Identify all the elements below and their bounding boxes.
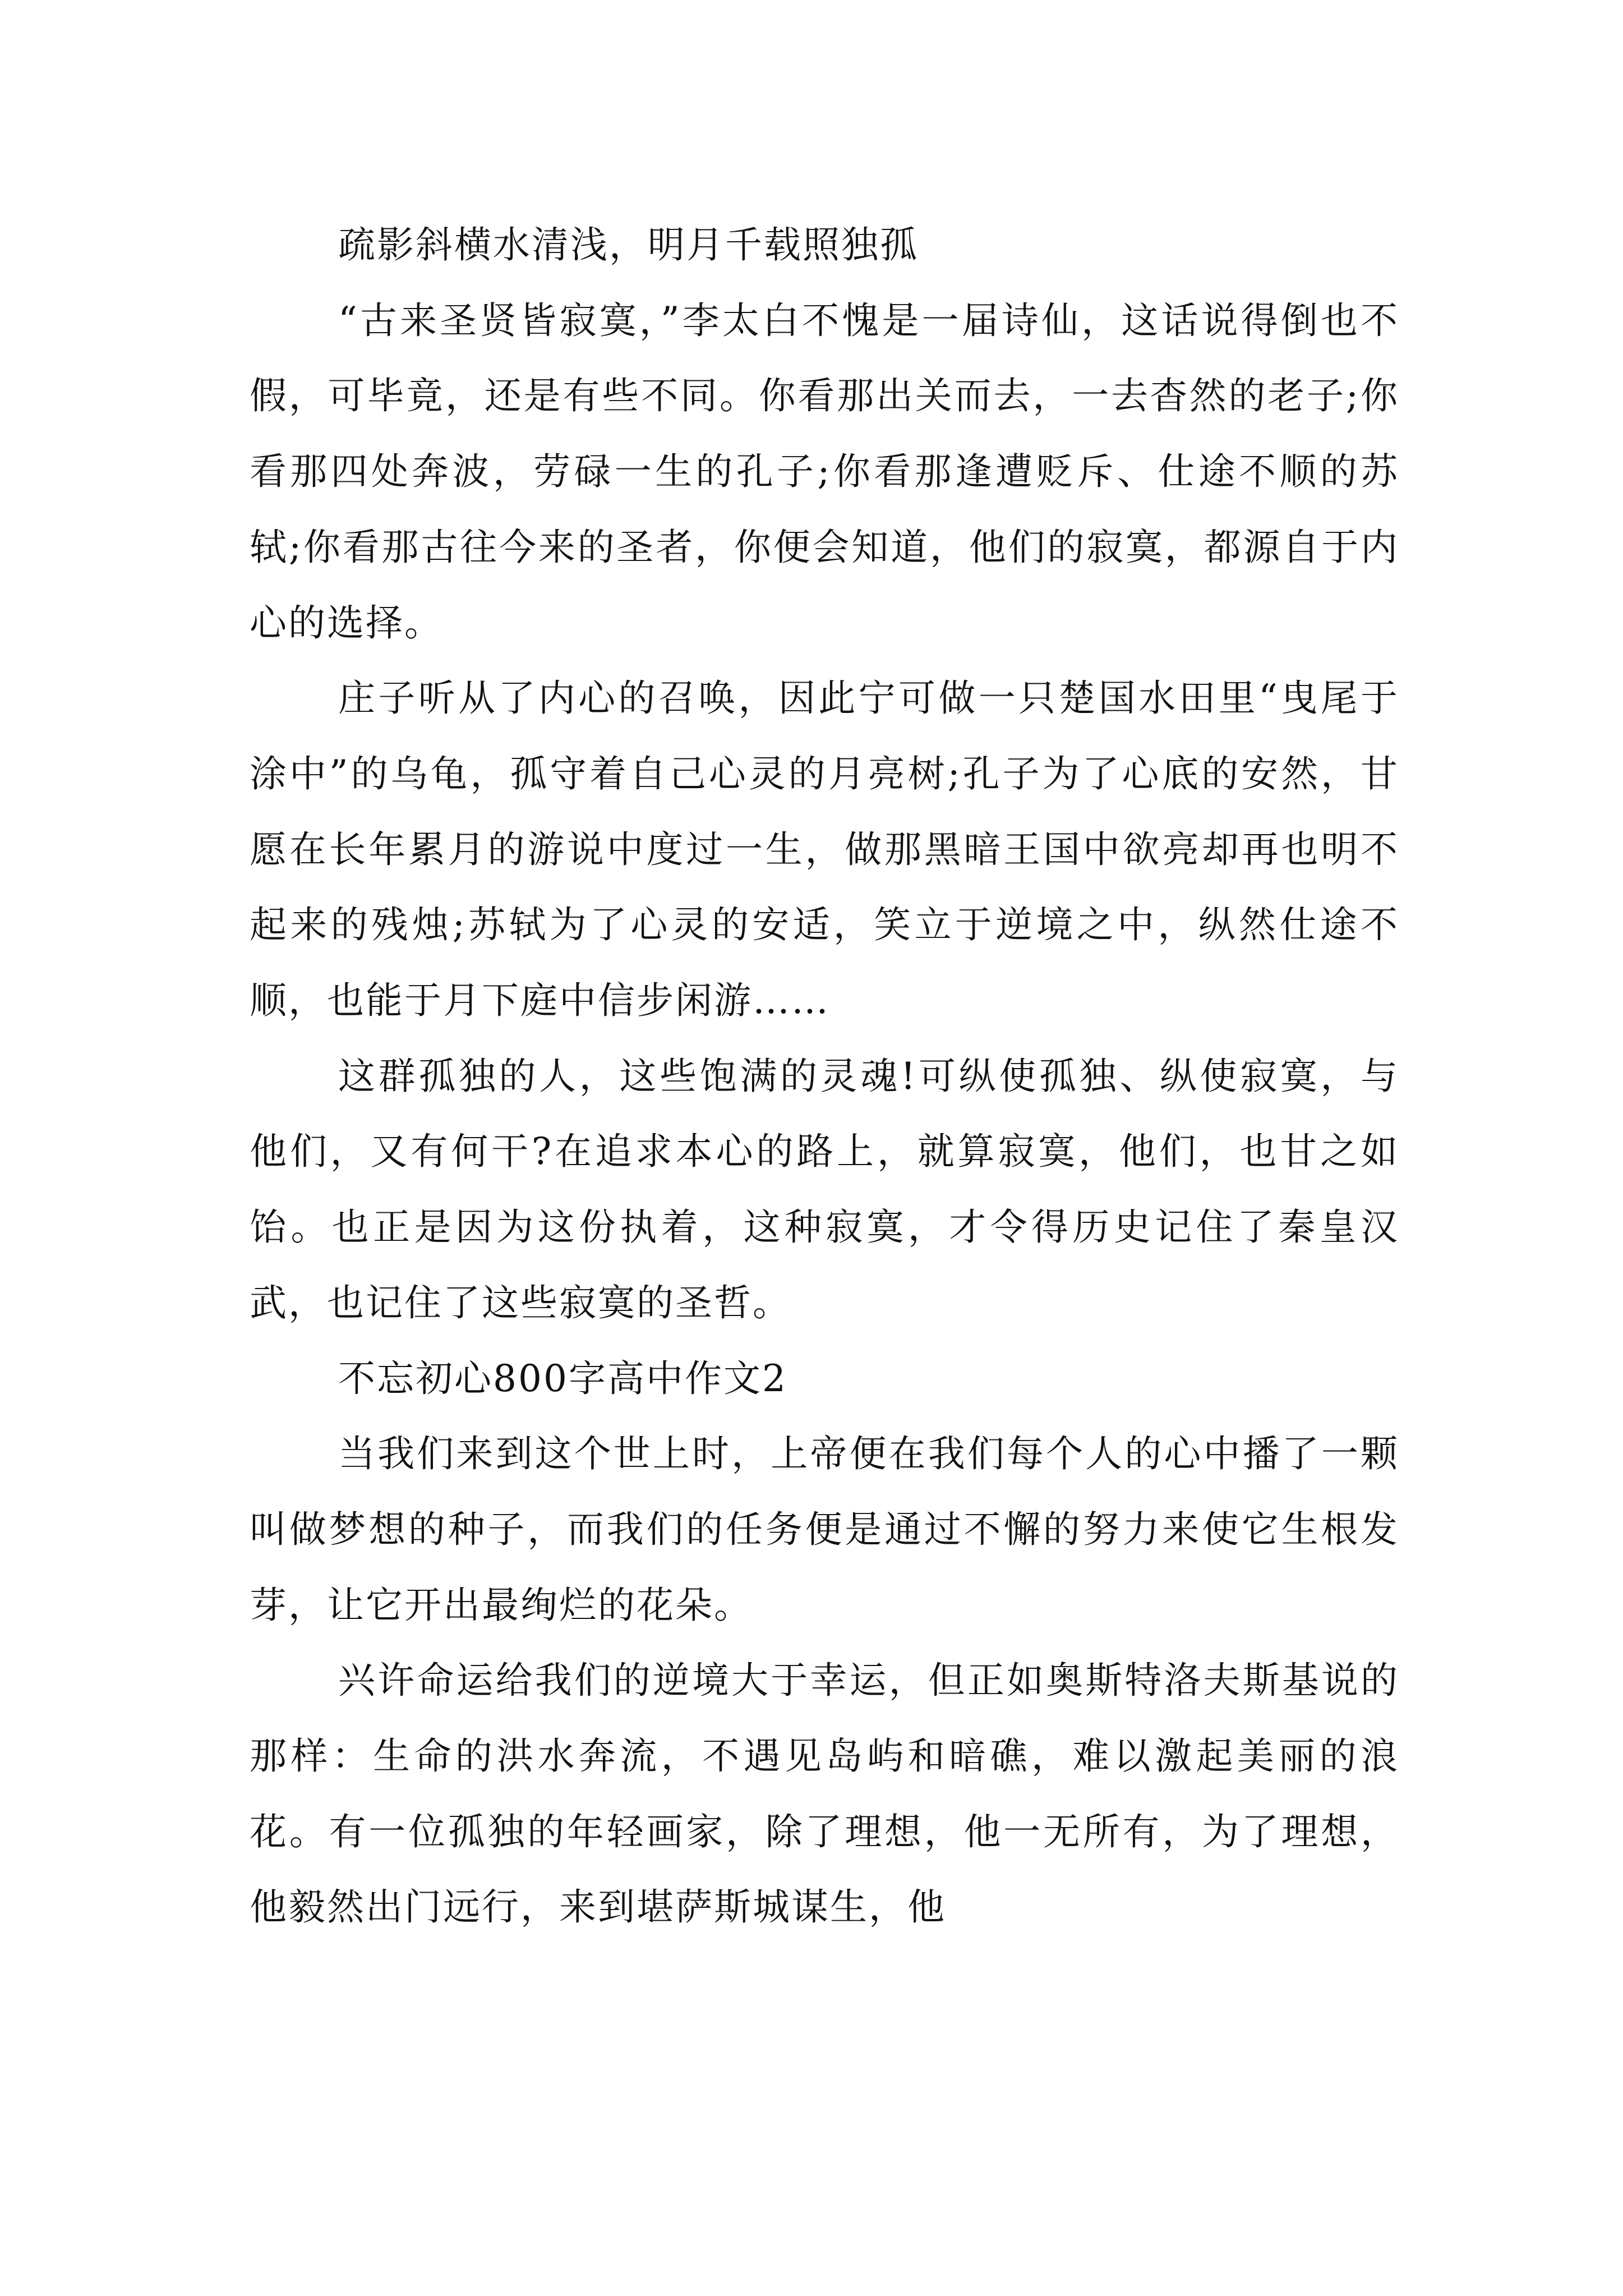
section-heading: 不忘初心800字高中作文2	[338, 1356, 787, 1400]
paragraph-title: 疏影斜横水清浅，明月千载照独孤	[338, 223, 919, 266]
paragraph: 当我们来到这个世上时，上帝便在我们每个人的心中播了一颗叫做梦想的种子，而我们的任务便是通过不懈的努力来使它生根发芽，让它开出最绚烂的花朵。	[250, 1432, 1399, 1627]
paragraph: 这群孤独的人，这些饱满的灵魂!可纵使孤独、纵使寂寞，与他们，又有何干?在追求本心的路上，就算寂寞，他们，也甘之如饴。也正是因为这份执着，这种寂寞，才令得历史记住了秦皇汉武，也记住了这些寂寞的圣哲。	[250, 1054, 1399, 1324]
paragraph: 兴许命运给我们的逆境大于幸运，但正如奥斯特洛夫斯基说的那样：生命的洪水奔流，不遇见岛屿和暗礁，难以激起美丽的浪花。有一位孤独的年轻画家，除了理想，他一无所有，为了理想，他毅然出门远行，来到堪萨斯城谋生，他	[250, 1659, 1399, 1929]
paragraph: “古来圣贤皆寂寞，”李太白不愧是一届诗仙，这话说得倒也不假，可毕竟，还是有些不同。你看那出关而去，一去杳然的老子;你看那四处奔波，劳碌一生的孔子;你看那逢遭贬斥、仕途不顺的苏轼;你看那古往今来的圣者，你便会知道，他们的寂寞，都源自于内心的选择。	[250, 298, 1399, 645]
paragraph: 庄子听从了内心的召唤，因此宁可做一只楚国水田里“曳尾于涂中”的乌龟，孤守着自己心灵的月亮树;孔子为了心底的安然，甘愿在长年累月的游说中度过一生，做那黑暗王国中欲亮却再也明不起来的残烛;苏轼为了心灵的安适，笑立于逆境之中，纵然仕途不顺，也能于月下庭中信步闲游……	[250, 677, 1399, 1023]
essay-body	[250, 208, 1399, 1945]
